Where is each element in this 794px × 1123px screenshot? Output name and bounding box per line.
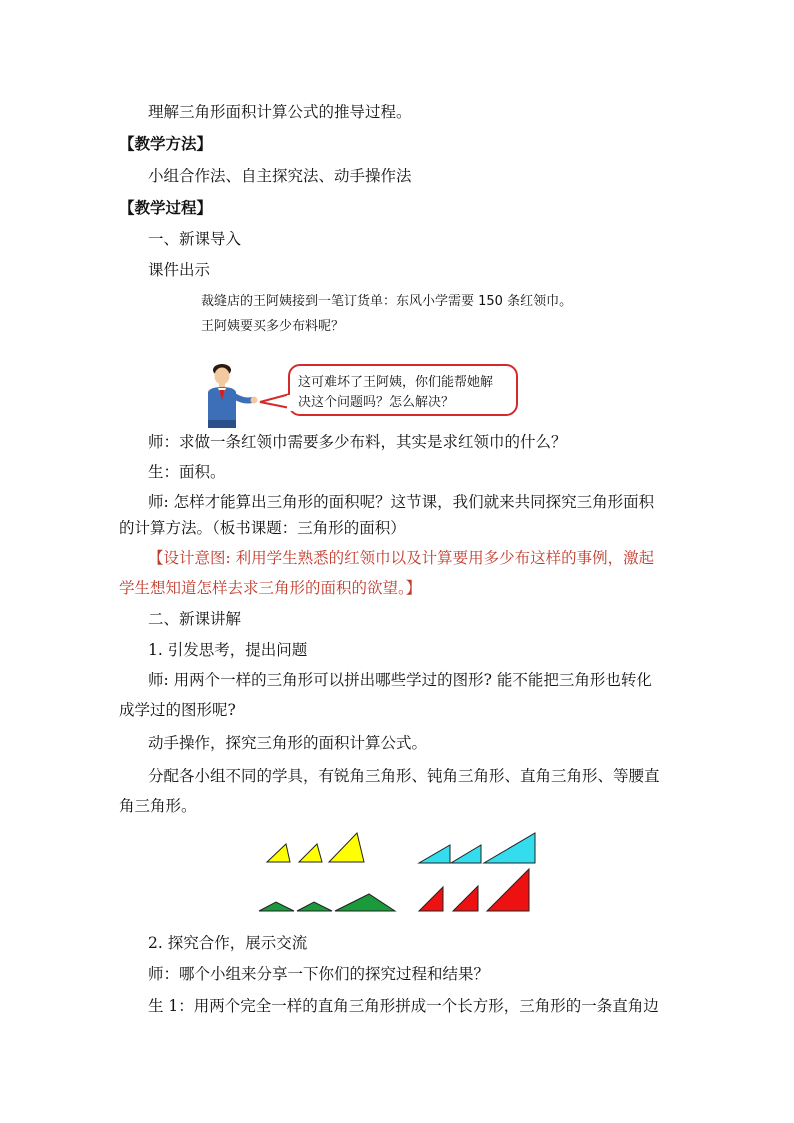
right-triangle-cyan-medium [451,845,481,863]
speech-bubble-line2: 决这个问题吗？怎么解决？ [298,395,455,410]
design-intent-line2: 学生想知道怎样去求三角形的面积的欲望。】 [119,579,422,597]
teacher-question-4: 师：哪个小组来分享一下你们的探究过程和结果？ [148,965,490,983]
obtuse-triangle-large [335,894,395,911]
student-answer-1: 生：面积。 [148,463,226,481]
section-intro: 一、新课导入 [148,230,242,248]
teacher-question-2-line1: 师: 怎样才能算出三角形的面积呢？这节课，我们就来共同探究三角形面积 [148,493,655,511]
teaching-method-text: 小组合作法、自主探究法、动手操作法 [148,167,412,185]
acute-triangle-large [329,833,364,862]
hands-on-text: 动手操作，探究三角形的面积计算公式。 [148,734,428,752]
obtuse-triangle-medium [297,902,332,911]
isosceles-right-triangle-large [487,869,529,911]
distribution-line2: 角三角形。 [119,797,197,815]
subsection-1: 1. 引发思考，提出问题 [148,641,308,659]
design-intent-line1: 【设计意图: 利用学生熟悉的红领巾以及计算要用多少布这样的事例，激起 [148,549,655,567]
speech-bubble-joint [287,395,295,411]
subsection-2: 2. 探究合作，展示交流 [148,934,308,952]
isosceles-right-triangle-small [419,887,443,911]
right-triangle-cyan-large [484,833,535,863]
obtuse-triangle-small [259,902,294,911]
teacher-question-3-line1: 师: 用两个一样的三角形可以拼出哪些学过的图形? 能不能把三角形也转化 [148,671,652,689]
distribution-line1: 分配各小组不同的学具，有锐角三角形、钝角三角形、直角三角形、等腰直 [148,767,660,785]
slide-text-line2: 王阿姨要买多少布料呢？ [201,319,345,334]
teacher-question-2-line2: 的计算方法。（板书课题：三角形的面积） [119,519,406,537]
right-triangle-cyan-small [419,845,450,863]
acute-triangle-medium [299,844,322,862]
teacher-question-1: 师：求做一条红领巾需要多少布料，其实是求红领巾的什么？ [148,433,567,451]
isosceles-right-triangle-medium [453,886,478,911]
triangles-figure [256,830,546,920]
section-new-lesson: 二、新课讲解 [148,610,242,628]
teacher-figure [200,360,260,428]
heading-teaching-method: 【教学方法】 [119,134,213,153]
teacher-question-3-line2: 成学过的图形呢? [119,701,236,719]
student-answer-2: 生 1：用两个完全一样的直角三角形拼成一个长方形，三角形的一条直角边 [148,997,659,1015]
heading-teaching-process: 【教学过程】 [119,198,213,217]
speech-bubble-line1: 这可难坏了王阿姨，你们能帮她解 [298,375,494,390]
slide-text-line1: 裁缝店的王阿姨接到一笔订货单：东风小学需要 150 条红领巾。 [201,294,573,309]
courseware-label: 课件出示 [148,261,211,279]
objective-text: 理解三角形面积计算公式的推导过程。 [148,103,412,121]
acute-triangle-small [267,844,290,862]
